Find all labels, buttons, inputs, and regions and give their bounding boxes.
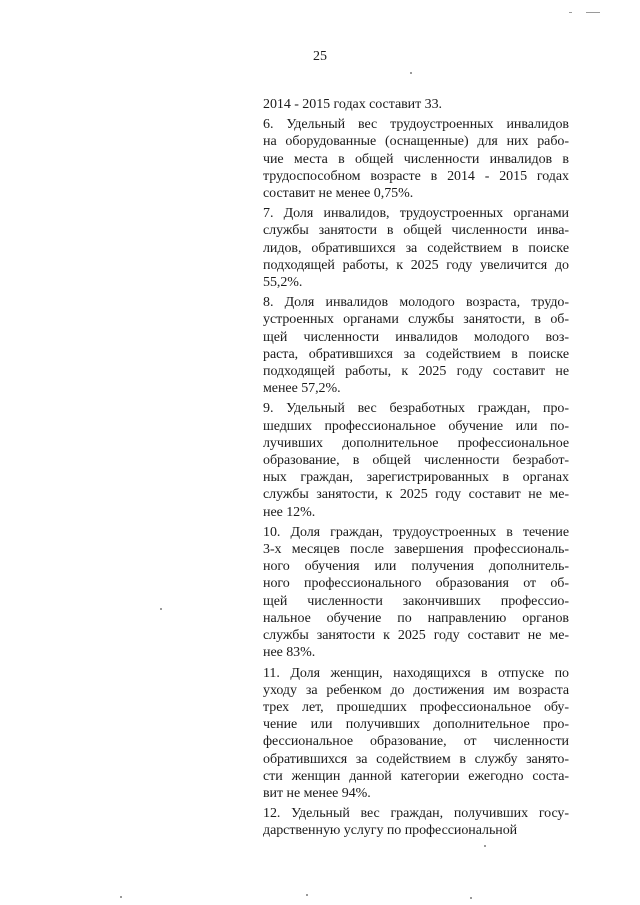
text-line: лидов, обратившихся за содействием в поиске: [263, 240, 569, 256]
text-line: дарственную услугу по профессиональной: [263, 823, 518, 839]
text-line: обратившихся за содействием в службу занято-: [263, 751, 569, 767]
text-line: 55,2%.: [263, 275, 303, 291]
text-line: службы занятости, к 2025 году составит не ме-: [263, 487, 569, 503]
text-line: нее 12%.: [263, 504, 316, 520]
text-line: составит не менее 0,75%.: [263, 186, 414, 202]
paragraph: [263, 96, 569, 113]
text-line: 7. Доля инвалидов, трудоустроенных органами: [263, 206, 569, 222]
scan-speck: [306, 894, 308, 896]
text-line: 11. Доля женщин, находящихся в отпуске по: [263, 665, 569, 681]
document-body: [263, 96, 569, 843]
text-line: 3-х месяцев после завершения профессиональ-: [263, 542, 569, 558]
scan-speck: [586, 12, 600, 13]
text-line: на оборудованные (оснащенные) для них рабо-: [263, 134, 569, 150]
scan-speck: [160, 608, 162, 610]
paragraph: [263, 116, 569, 202]
text-line: 12. Удельный вес граждан, получивших госу-: [263, 806, 569, 822]
text-line: ных граждан, зарегистрированных в органах: [263, 470, 569, 486]
paragraph: [263, 665, 569, 803]
text-line: образование, в общей численности безработ-: [263, 453, 569, 469]
text-line: трех лет, прошедших профессиональное обу-: [263, 699, 569, 715]
paragraph: [263, 400, 569, 520]
paragraph: [263, 205, 569, 291]
scan-speck: [470, 897, 472, 899]
text-line: службы занятости к 2025 году составит не ме-: [263, 628, 569, 644]
paragraph: [263, 294, 569, 397]
text-line: менее 57,2%.: [263, 381, 341, 397]
text-line: сти женщин данной категории ежегодно соста-: [263, 768, 569, 784]
scan-speck: [569, 12, 572, 13]
text-line: лучивших дополнительное профессиональное: [263, 435, 569, 451]
text-line: 2014 - 2015 годах составит 33.: [263, 97, 442, 112]
text-line: 8. Доля инвалидов молодого возраста, трудо-: [263, 295, 569, 311]
text-line: раста, обратившихся за содействием в поиске: [263, 346, 569, 362]
scan-speck: [410, 72, 412, 74]
text-line: подходящей работы, к 2025 году увеличится до: [263, 257, 569, 273]
text-line: чение или получивших дополнительное про-: [263, 717, 569, 733]
text-line: 6. Удельный вес трудоустроенных инвалидов: [263, 117, 569, 133]
text-line: нальное обучение по направлению органов: [263, 610, 569, 626]
text-line: устроенных органами службы занятости, в об-: [263, 312, 569, 328]
page-number: 25: [313, 49, 327, 64]
text-line: ного обучения или получения дополнитель-: [263, 559, 569, 575]
text-line: службы занятости в общей численности инва-: [263, 223, 569, 239]
text-line: вит не менее 94%.: [263, 785, 371, 801]
text-line: шедших профессиональное обучение или по-: [263, 418, 569, 434]
text-line: 10. Доля граждан, трудоустроенных в течение: [263, 524, 569, 540]
text-line: ного профессионального образования от об-: [263, 576, 569, 592]
text-line: чие места в общей численности инвалидов в: [263, 151, 569, 167]
scan-speck: [484, 845, 486, 847]
text-line: фессиональное образование, от численности: [263, 734, 569, 750]
paragraph: [263, 805, 569, 839]
text-line: нее 83%.: [263, 645, 316, 661]
text-line: щей численности инвалидов молодого воз-: [263, 329, 569, 345]
text-line: уходу за ребенком до достижения им возраста: [263, 682, 569, 698]
text-line: трудоспособном возрасте в 2014 - 2015 годах: [263, 168, 569, 184]
text-line: подходящей работы, к 2025 году составит не: [263, 364, 569, 380]
paragraph: [263, 524, 569, 662]
scan-speck: [120, 896, 122, 898]
text-line: 9. Удельный вес безработных граждан, про-: [263, 401, 569, 417]
text-line: щей численности закончивших профессио-: [263, 593, 569, 609]
